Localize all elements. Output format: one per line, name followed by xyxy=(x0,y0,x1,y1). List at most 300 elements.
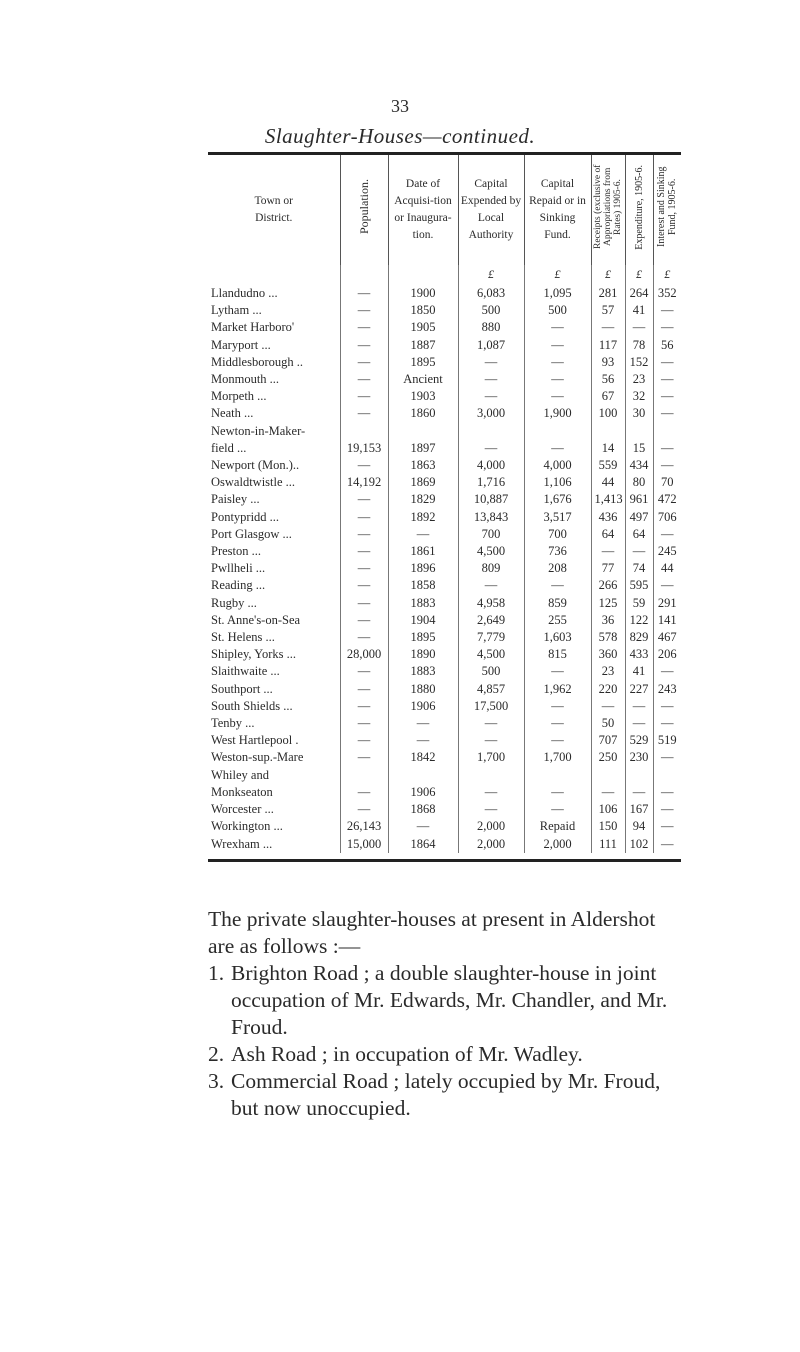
table-cell: — xyxy=(524,354,591,371)
table-cell: — xyxy=(661,784,674,799)
table-cell xyxy=(653,423,681,440)
town-name-cell: Reading ... xyxy=(208,577,340,594)
table-cell: 28,000 xyxy=(340,646,388,663)
table-cell: 1858 xyxy=(388,577,458,594)
table-cell: 1887 xyxy=(388,337,458,354)
table-cell: 15 xyxy=(625,440,653,457)
table-cell: 41 xyxy=(625,663,653,680)
table-cell: 1,700 xyxy=(524,749,591,766)
table-cell: 1892 xyxy=(388,509,458,526)
town-name-cell: Tenby ... xyxy=(208,715,340,732)
table-cell: — xyxy=(340,732,388,749)
table-cell: 93 xyxy=(591,354,625,371)
table-row xyxy=(208,423,681,440)
table-cell: 360 xyxy=(591,646,625,663)
table-cell: 1905 xyxy=(388,319,458,336)
table-cell: 70 xyxy=(661,475,674,490)
table-cell: 167 xyxy=(625,801,653,818)
table-cell: — xyxy=(524,698,591,715)
table-cell: 208 xyxy=(524,560,591,577)
table-cell: — xyxy=(661,526,674,541)
list-item xyxy=(208,1041,683,1068)
table-cell: 2,000 xyxy=(458,836,524,853)
table-cell: — xyxy=(625,715,653,732)
table-cell: 1,095 xyxy=(524,285,591,302)
table-cell: 30 xyxy=(625,405,653,422)
town-name-cell: Whiley and xyxy=(208,767,340,784)
table-cell: 880 xyxy=(458,319,524,336)
table-row xyxy=(208,629,681,646)
town-name-cell: field ... xyxy=(208,440,340,457)
table-cell: 6,083 xyxy=(458,285,524,302)
table-cell: 13,843 xyxy=(458,509,524,526)
table-cell: 74 xyxy=(625,560,653,577)
col-header-town: Town or District. xyxy=(208,155,340,265)
town-name-cell: Pontypridd ... xyxy=(208,509,340,526)
unit-cell: £ xyxy=(458,265,524,285)
table-cell: 815 xyxy=(524,646,591,663)
table-cell xyxy=(524,767,591,784)
table-cell: 1829 xyxy=(388,491,458,508)
table-cell xyxy=(524,423,591,440)
table-cell: 1883 xyxy=(388,595,458,612)
table-cell: 41 xyxy=(625,302,653,319)
table-cell: — xyxy=(340,371,388,388)
table-row xyxy=(208,836,681,853)
table-cell: 1850 xyxy=(388,302,458,319)
town-name-cell: St. Helens ... xyxy=(208,629,340,646)
town-name-cell: Llandudno ... xyxy=(208,285,340,302)
slaughter-houses-table xyxy=(208,155,681,853)
table-cell: — xyxy=(524,337,591,354)
town-name-cell: Port Glasgow ... xyxy=(208,526,340,543)
table-cell: 291 xyxy=(657,595,677,610)
col-header-interest: Interest and Sinking Fund, 1905-6. xyxy=(656,166,679,248)
table-cell: — xyxy=(661,836,674,851)
table-cell: 255 xyxy=(524,612,591,629)
table-cell: — xyxy=(661,819,674,834)
table-cell: 152 xyxy=(625,354,653,371)
town-name-cell: Neath ... xyxy=(208,405,340,422)
table-cell: 56 xyxy=(591,371,625,388)
table-cell: 1897 xyxy=(388,440,458,457)
table-cell: 1,603 xyxy=(524,629,591,646)
town-name-cell: Pwllheli ... xyxy=(208,560,340,577)
prose-intro: The private slaughter-houses at present in Aldershot are as follows :— xyxy=(208,907,656,958)
table-cell xyxy=(388,767,458,784)
table-cell: — xyxy=(340,681,388,698)
town-name-cell: Morpeth ... xyxy=(208,388,340,405)
table-cell: 1,413 xyxy=(591,491,625,508)
table-cell: 1900 xyxy=(388,285,458,302)
table-cell: 78 xyxy=(625,337,653,354)
col-header-date: Date of Acquisi-tion or Inaugura-tion. xyxy=(388,155,458,265)
table-cell: — xyxy=(340,388,388,405)
table-cell: 14,192 xyxy=(340,474,388,491)
table-bottom-rule xyxy=(208,859,681,862)
table-cell: 4,958 xyxy=(458,595,524,612)
town-name-cell: Lytham ... xyxy=(208,302,340,319)
table-cell: — xyxy=(661,440,674,455)
table-row xyxy=(208,663,681,680)
table-cell: 23 xyxy=(591,663,625,680)
table-cell: 117 xyxy=(591,337,625,354)
table-cell: 529 xyxy=(625,732,653,749)
table-cell: 1906 xyxy=(388,784,458,801)
table-cell: — xyxy=(661,320,674,335)
table-cell: 1,716 xyxy=(458,474,524,491)
table-row xyxy=(208,698,681,715)
table-cell: 352 xyxy=(657,286,677,300)
table-cell: — xyxy=(388,715,458,732)
table-cell: 1861 xyxy=(388,543,458,560)
table-cell: 44 xyxy=(591,474,625,491)
list-item xyxy=(208,960,683,1041)
slaughter-houses-table-wrap xyxy=(208,152,681,862)
col-header-capital-expended: Capital Expended by Local Authority xyxy=(458,155,524,265)
table-row xyxy=(208,509,681,526)
table-cell: — xyxy=(340,509,388,526)
table-cell: — xyxy=(524,319,591,336)
town-name-cell: St. Anne's-on-Sea xyxy=(208,612,340,629)
table-cell: — xyxy=(591,784,625,801)
town-name-cell: Southport ... xyxy=(208,681,340,698)
table-cell: — xyxy=(625,543,653,560)
town-name-cell: Newton-in-Maker- xyxy=(208,423,340,440)
table-cell: — xyxy=(340,715,388,732)
table-cell: 1,106 xyxy=(524,474,591,491)
table-cell: — xyxy=(458,577,524,594)
list-item-text: Ash Road ; in occupation of Mr. Wadley. xyxy=(231,1042,583,1066)
table-cell: Ancient xyxy=(388,371,458,388)
town-name-cell: Workington ... xyxy=(208,818,340,835)
col-header-capital-repaid: Capital Repaid or in Sinking Fund. xyxy=(524,155,591,265)
table-cell: 32 xyxy=(625,388,653,405)
table-cell: Repaid xyxy=(524,818,591,835)
table-cell: 245 xyxy=(657,544,677,559)
table-cell: 111 xyxy=(591,836,625,853)
town-name-cell: Monkseaton xyxy=(208,784,340,801)
table-cell: 1890 xyxy=(388,646,458,663)
table-cell: 14 xyxy=(591,440,625,457)
table-row xyxy=(208,646,681,663)
table-cell: 1904 xyxy=(388,612,458,629)
table-cell: 100 xyxy=(591,405,625,422)
table-cell: 230 xyxy=(625,749,653,766)
table-cell xyxy=(625,423,653,440)
table-cell: 17,500 xyxy=(458,698,524,715)
table-cell: 1842 xyxy=(388,749,458,766)
table-cell: 1864 xyxy=(388,836,458,853)
table-cell: 2,000 xyxy=(458,818,524,835)
table-cell: 4,500 xyxy=(458,543,524,560)
table-row xyxy=(208,732,681,749)
town-name-cell: Oswaldtwistle ... xyxy=(208,474,340,491)
table-cell: 4,000 xyxy=(458,457,524,474)
table-row xyxy=(208,801,681,818)
town-name-cell: Rugby ... xyxy=(208,595,340,612)
table-cell: — xyxy=(340,526,388,543)
table-cell xyxy=(625,767,653,784)
table-cell: 707 xyxy=(591,732,625,749)
table-header-row xyxy=(208,155,681,265)
table-cell: 2,649 xyxy=(458,612,524,629)
table-row xyxy=(208,543,681,560)
table-cell: 57 xyxy=(591,302,625,319)
table-cell: — xyxy=(340,612,388,629)
list-item-number: 3. xyxy=(208,1069,225,1093)
unit-cell xyxy=(208,265,340,285)
table-cell: — xyxy=(524,801,591,818)
table-cell: — xyxy=(625,784,653,801)
unit-cell: £ xyxy=(524,265,591,285)
table-cell: — xyxy=(661,750,674,765)
table-cell: — xyxy=(388,732,458,749)
town-name-cell: Middlesborough .. xyxy=(208,354,340,371)
table-cell: — xyxy=(661,303,674,318)
town-name-cell: Wrexham ... xyxy=(208,836,340,853)
table-cell: 141 xyxy=(657,612,677,627)
table-cell: 64 xyxy=(625,526,653,543)
town-name-cell: Shipley, Yorks ... xyxy=(208,646,340,663)
table-cell: — xyxy=(458,732,524,749)
prose-section xyxy=(208,906,683,1122)
table-cell: 7,779 xyxy=(458,629,524,646)
town-name-cell: Paisley ... xyxy=(208,491,340,508)
table-cell xyxy=(340,423,388,440)
table-cell: — xyxy=(591,319,625,336)
table-cell: 578 xyxy=(591,629,625,646)
town-name-cell: Weston-sup.-Mare xyxy=(208,749,340,766)
table-cell: — xyxy=(388,526,458,543)
table-cell: — xyxy=(340,595,388,612)
table-cell: — xyxy=(458,354,524,371)
table-cell: — xyxy=(340,801,388,818)
table-cell: 23 xyxy=(625,371,653,388)
table-row xyxy=(208,388,681,405)
town-name-cell: Maryport ... xyxy=(208,337,340,354)
table-cell: — xyxy=(524,715,591,732)
table-row xyxy=(208,612,681,629)
table-cell: — xyxy=(524,732,591,749)
table-cell: — xyxy=(340,543,388,560)
table-cell: — xyxy=(388,818,458,835)
unit-cell: £ xyxy=(591,265,625,285)
table-cell: — xyxy=(661,458,674,473)
table-row xyxy=(208,354,681,371)
table-cell: — xyxy=(625,319,653,336)
table-cell: 67 xyxy=(591,388,625,405)
table-cell: 497 xyxy=(625,509,653,526)
table-cell: — xyxy=(340,577,388,594)
table-cell: — xyxy=(661,389,674,404)
table-cell: 472 xyxy=(657,492,677,507)
town-name-cell: Newport (Mon.).. xyxy=(208,457,340,474)
table-cell: — xyxy=(340,457,388,474)
table-cell xyxy=(591,767,625,784)
table-cell: 1868 xyxy=(388,801,458,818)
table-cell xyxy=(388,423,458,440)
table-cell: — xyxy=(524,663,591,680)
table-cell: — xyxy=(524,371,591,388)
town-name-cell: Preston ... xyxy=(208,543,340,560)
page-number: 33 xyxy=(391,96,409,116)
table-cell: — xyxy=(458,715,524,732)
table-cell: 106 xyxy=(591,801,625,818)
table-cell: 859 xyxy=(524,595,591,612)
table-cell: 1,676 xyxy=(524,491,591,508)
town-name-cell: South Shields ... xyxy=(208,698,340,715)
list-item-text: Commercial Road ; lately occupied by Mr. Froud, but now unoccupied. xyxy=(231,1069,661,1120)
table-row xyxy=(208,337,681,354)
table-cell: 1869 xyxy=(388,474,458,491)
table-cell: 809 xyxy=(458,560,524,577)
table-cell: 1906 xyxy=(388,698,458,715)
table-cell: 26,143 xyxy=(340,818,388,835)
table-cell: — xyxy=(340,302,388,319)
table-cell: 1895 xyxy=(388,354,458,371)
table-cell: 1,900 xyxy=(524,405,591,422)
table-cell: 264 xyxy=(625,285,653,302)
table-cell: 36 xyxy=(591,612,625,629)
table-cell: — xyxy=(591,698,625,715)
table-cell: — xyxy=(458,801,524,818)
list-item-text: Brighton Road ; a double slaughter-house in joint occupation of Mr. Edwards, Mr. Chandler, and Mr. Froud. xyxy=(231,961,668,1039)
table-cell: 59 xyxy=(625,595,653,612)
table-row xyxy=(208,405,681,422)
table-cell: — xyxy=(661,406,674,421)
table-cell: 122 xyxy=(625,612,653,629)
table-row xyxy=(208,285,681,302)
table-cell: — xyxy=(524,440,591,457)
table-row xyxy=(208,526,681,543)
table-cell: — xyxy=(340,354,388,371)
table-row xyxy=(208,457,681,474)
table-cell: — xyxy=(524,577,591,594)
table-cell: — xyxy=(340,319,388,336)
table-row xyxy=(208,681,681,698)
unit-cell: £ xyxy=(625,265,653,285)
table-row xyxy=(208,818,681,835)
table-cell: 150 xyxy=(591,818,625,835)
list-item-number: 1. xyxy=(208,961,225,985)
table-row xyxy=(208,440,681,457)
table-cell: 1883 xyxy=(388,663,458,680)
table-row xyxy=(208,749,681,766)
table-cell: 1880 xyxy=(388,681,458,698)
table-body xyxy=(208,265,681,853)
table-row xyxy=(208,371,681,388)
table-cell: — xyxy=(340,560,388,577)
table-cell: — xyxy=(340,663,388,680)
table-cell: 1863 xyxy=(388,457,458,474)
list-item xyxy=(208,1068,683,1122)
table-cell: 64 xyxy=(591,526,625,543)
table-cell: 700 xyxy=(458,526,524,543)
town-name-cell: Worcester ... xyxy=(208,801,340,818)
table-cell: 1,962 xyxy=(524,681,591,698)
town-name-cell: Market Harboro' xyxy=(208,319,340,336)
town-name-cell: Monmouth ... xyxy=(208,371,340,388)
table-cell: — xyxy=(661,716,674,731)
table-cell: 19,153 xyxy=(340,440,388,457)
table-cell: 434 xyxy=(625,457,653,474)
table-cell: 94 xyxy=(625,818,653,835)
table-cell: 961 xyxy=(625,491,653,508)
table-cell: — xyxy=(661,372,674,387)
table-cell: — xyxy=(661,802,674,817)
table-cell: 2,000 xyxy=(524,836,591,853)
table-cell: 243 xyxy=(657,681,677,696)
table-cell: — xyxy=(340,784,388,801)
table-cell: — xyxy=(340,285,388,302)
table-cell: 500 xyxy=(524,302,591,319)
col-header-expenditure: Expenditure, 1905-6. xyxy=(625,155,653,265)
table-cell: 595 xyxy=(625,577,653,594)
table-cell: — xyxy=(661,664,674,679)
table-row xyxy=(208,767,681,784)
table-cell: — xyxy=(591,543,625,560)
table-cell: — xyxy=(625,698,653,715)
table-cell: — xyxy=(458,784,524,801)
table-row xyxy=(208,560,681,577)
table-cell: 1896 xyxy=(388,560,458,577)
table-cell: 4,857 xyxy=(458,681,524,698)
table-cell: 706 xyxy=(657,509,677,524)
table-cell: 266 xyxy=(591,577,625,594)
table-cell: 3,000 xyxy=(458,405,524,422)
table-cell: 4,500 xyxy=(458,646,524,663)
table-cell: — xyxy=(661,578,674,593)
table-cell: 220 xyxy=(591,681,625,698)
table-cell: 700 xyxy=(524,526,591,543)
table-cell: 50 xyxy=(591,715,625,732)
table-cell: — xyxy=(661,354,674,369)
table-cell: 736 xyxy=(524,543,591,560)
table-cell: — xyxy=(340,405,388,422)
table-cell: 102 xyxy=(625,836,653,853)
table-cell: 500 xyxy=(458,663,524,680)
table-cell: — xyxy=(340,698,388,715)
table-cell xyxy=(653,767,681,784)
table-cell: — xyxy=(340,491,388,508)
table-cell: — xyxy=(524,784,591,801)
table-cell: — xyxy=(340,749,388,766)
town-name-cell: Slaithwaite ... xyxy=(208,663,340,680)
table-cell: — xyxy=(340,629,388,646)
table-cell xyxy=(458,423,524,440)
table-cell: 15,000 xyxy=(340,836,388,853)
list-item-number: 2. xyxy=(208,1042,225,1066)
table-cell: 250 xyxy=(591,749,625,766)
unit-cell xyxy=(340,265,388,285)
table-cell: — xyxy=(340,337,388,354)
table-cell: 80 xyxy=(625,474,653,491)
unit-cell xyxy=(388,265,458,285)
table-cell: 1,700 xyxy=(458,749,524,766)
table-cell: — xyxy=(458,440,524,457)
table-cell: — xyxy=(524,388,591,405)
table-cell: — xyxy=(458,388,524,405)
table-cell: 436 xyxy=(591,509,625,526)
table-cell: 4,000 xyxy=(524,457,591,474)
table-cell: 77 xyxy=(591,560,625,577)
table-cell: 500 xyxy=(458,302,524,319)
table-cell: 519 xyxy=(657,733,677,748)
table-row xyxy=(208,302,681,319)
col-header-receipts: Receipts (exclusive of Appropriations from Rates) 1905-6. xyxy=(591,155,625,265)
table-cell: 281 xyxy=(591,285,625,302)
